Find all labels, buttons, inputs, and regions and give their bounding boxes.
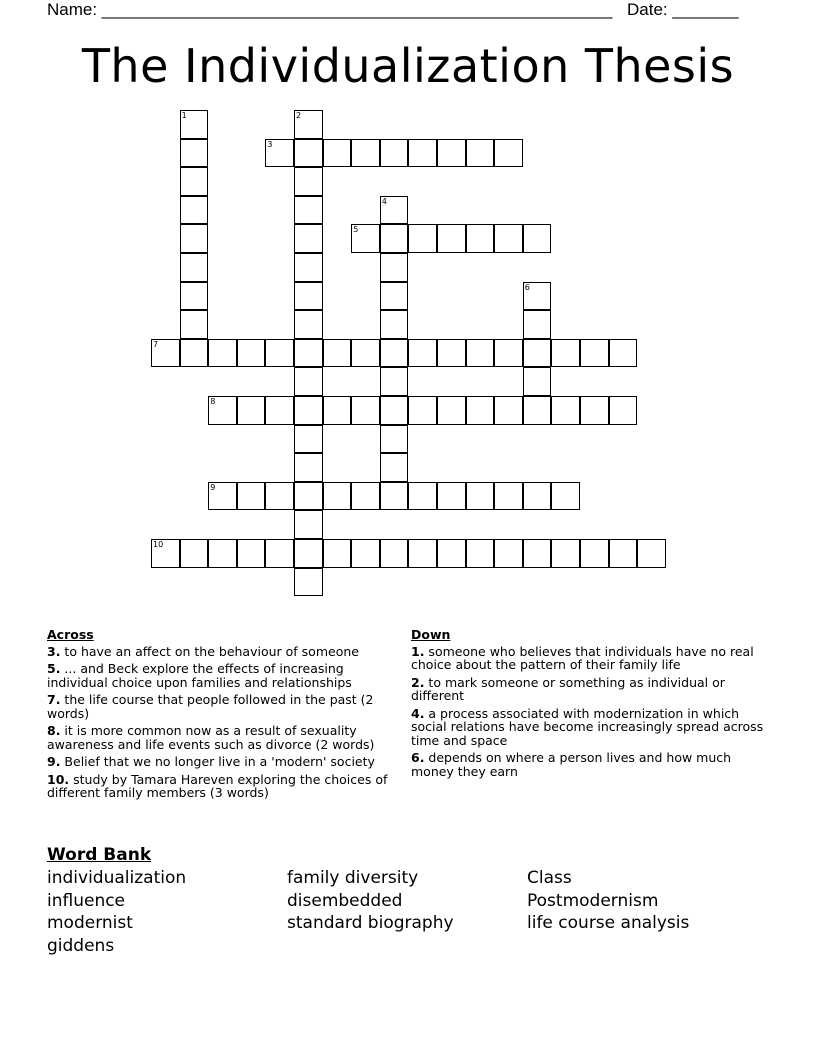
crossword-cell[interactable]: [237, 339, 266, 368]
name-field: Name: ______________________________________________________: [47, 0, 613, 19]
crossword-cell[interactable]: [408, 224, 437, 253]
crossword-cell[interactable]: [523, 396, 552, 425]
crossword-cell[interactable]: [265, 482, 294, 511]
clue-number: 6.: [411, 750, 425, 765]
crossword-cell[interactable]: [351, 224, 380, 253]
crossword-cell[interactable]: [294, 224, 323, 253]
crossword-cell[interactable]: [294, 367, 323, 396]
word-bank-item: influence: [47, 890, 126, 911]
crossword-cell[interactable]: [294, 139, 323, 168]
clue-text: study by Tamara Hareven exploring the choices of different family members (3 words): [47, 771, 388, 800]
crossword-cell[interactable]: [551, 539, 580, 568]
crossword-cell[interactable]: [180, 282, 209, 311]
crossword-cell[interactable]: [294, 396, 323, 425]
crossword-cell[interactable]: [294, 253, 323, 282]
crossword-cell[interactable]: [208, 539, 237, 568]
clue-number: 10.: [47, 771, 70, 787]
word-bank-item: standard biography: [287, 913, 454, 933]
word-bank-item: disembedded: [287, 890, 403, 911]
crossword-cell[interactable]: [523, 482, 552, 511]
crossword-cell[interactable]: [237, 396, 266, 425]
down-clue-list: [411, 645, 773, 779]
crossword-cell[interactable]: [294, 196, 323, 225]
clue-number: 8: [210, 397, 216, 406]
crossword-cell[interactable]: [294, 510, 323, 539]
crossword-cell[interactable]: [151, 339, 180, 368]
crossword-cell[interactable]: [208, 339, 237, 368]
across-clue: [47, 693, 392, 720]
crossword-cell[interactable]: [380, 539, 409, 568]
crossword-cell[interactable]: [551, 396, 580, 425]
crossword-cell[interactable]: [294, 282, 323, 311]
crossword-cell[interactable]: [380, 139, 409, 168]
across-clue: [47, 662, 392, 689]
crossword-cell[interactable]: [380, 253, 409, 282]
clue-number: 8.: [47, 723, 61, 738]
crossword-cell[interactable]: [437, 539, 466, 568]
crossword-cell[interactable]: [408, 539, 437, 568]
crossword-cell[interactable]: [466, 339, 495, 368]
crossword-cell[interactable]: [523, 339, 552, 368]
crossword-cell[interactable]: [380, 310, 409, 339]
clue-number: 1.: [411, 643, 425, 659]
crossword-cell[interactable]: [180, 539, 209, 568]
clue-text: someone who believes that individuals have no real choice about the pattern of their family life: [411, 643, 754, 672]
word-bank-column: [287, 867, 454, 935]
crossword-cell[interactable]: [351, 396, 380, 425]
crossword-cell[interactable]: [351, 339, 380, 368]
crossword-cell[interactable]: [180, 196, 209, 225]
page-title: The Individualization Thesis: [81, 39, 735, 93]
crossword-cell[interactable]: [151, 539, 180, 568]
crossword-cell[interactable]: [294, 167, 323, 196]
across-clue: [47, 755, 392, 769]
clue-number: 3.: [47, 643, 61, 659]
crossword-cell[interactable]: [180, 310, 209, 339]
word-bank-item: modernist: [47, 913, 133, 933]
crossword-cell[interactable]: [580, 396, 609, 425]
across-heading: Across: [47, 627, 94, 642]
crossword-cell[interactable]: [180, 139, 209, 168]
down-clue: [411, 751, 773, 778]
crossword-cell[interactable]: [437, 139, 466, 168]
crossword-cell[interactable]: [380, 396, 409, 425]
crossword-cell[interactable]: [494, 139, 523, 168]
crossword-cell[interactable]: [380, 224, 409, 253]
crossword-cell[interactable]: [380, 196, 409, 225]
word-bank-item: individualization: [47, 868, 187, 888]
crossword-cell[interactable]: [380, 282, 409, 311]
crossword-cell[interactable]: [609, 539, 638, 568]
down-heading: Down: [411, 627, 451, 642]
crossword-cell[interactable]: [494, 482, 523, 511]
crossword-cell[interactable]: [408, 139, 437, 168]
word-bank-item: family diversity: [287, 868, 419, 888]
crossword-cell[interactable]: [466, 139, 495, 168]
across-clues: [47, 628, 392, 804]
crossword-cell[interactable]: [523, 310, 552, 339]
clue-text: depends on where a person lives and how much money they earn: [411, 750, 732, 779]
crossword-cell[interactable]: [294, 339, 323, 368]
crossword-cell[interactable]: [408, 396, 437, 425]
crossword-cell[interactable]: [323, 339, 352, 368]
crossword-cell[interactable]: [208, 482, 237, 511]
crossword-cell[interactable]: [437, 396, 466, 425]
crossword-cell[interactable]: [380, 339, 409, 368]
crossword-cell[interactable]: [609, 396, 638, 425]
crossword-cell[interactable]: [237, 539, 266, 568]
crossword-cell[interactable]: [466, 396, 495, 425]
crossword-cell[interactable]: [609, 339, 638, 368]
crossword-cell[interactable]: [408, 482, 437, 511]
across-clue: [47, 724, 392, 751]
down-clue: [411, 645, 773, 672]
across-clue: [47, 645, 392, 659]
word-bank-item: Postmodernism: [527, 890, 659, 911]
crossword-cell[interactable]: [180, 339, 209, 368]
crossword-cell[interactable]: [180, 167, 209, 196]
clue-number: 10: [153, 540, 164, 549]
crossword-cell[interactable]: [580, 339, 609, 368]
word-bank-item: giddens: [47, 935, 115, 956]
crossword-cell[interactable]: [494, 539, 523, 568]
crossword-cell[interactable]: [323, 539, 352, 568]
clue-number: 3: [267, 139, 273, 149]
clue-number: 9.: [47, 754, 61, 769]
crossword-cell[interactable]: [380, 425, 409, 454]
crossword-cell[interactable]: [265, 539, 294, 568]
clue-number: 7: [153, 339, 159, 349]
clue-number: 5.: [47, 661, 61, 676]
date-field: Date: _______: [627, 0, 739, 19]
crossword-cell[interactable]: [294, 539, 323, 568]
crossword-cell[interactable]: [323, 482, 352, 511]
crossword-cell[interactable]: [265, 396, 294, 425]
clue-text: the life course that people followed in the past (2 words): [47, 692, 374, 721]
crossword-cell[interactable]: [265, 139, 294, 168]
clue-text: ... and Beck explore the effects of increasing individual choice upon families and relationships: [47, 661, 352, 690]
word-bank-column: [527, 867, 689, 935]
clue-number: 4: [381, 196, 387, 206]
crossword-cell[interactable]: [437, 224, 466, 253]
crossword-cell[interactable]: [466, 224, 495, 253]
crossword-cell[interactable]: [180, 224, 209, 253]
crossword-cell[interactable]: [494, 396, 523, 425]
word-bank-heading: Word Bank: [47, 845, 152, 865]
crossword-cell[interactable]: [180, 253, 209, 282]
down-clue: [411, 676, 773, 703]
crossword-cell[interactable]: [351, 139, 380, 168]
crossword-cell[interactable]: [265, 339, 294, 368]
crossword-cell[interactable]: [551, 339, 580, 368]
clue-number: 5: [353, 225, 359, 235]
clue-text: to have an affect on the behaviour of someone: [60, 643, 359, 659]
across-clue: [47, 773, 392, 800]
clue-text: to mark someone or something as individual or different: [411, 674, 725, 703]
crossword-cell[interactable]: [551, 482, 580, 511]
down-clue: [411, 707, 773, 748]
crossword-cell[interactable]: [523, 539, 552, 568]
crossword-cell[interactable]: [466, 539, 495, 568]
across-clue-list: [47, 645, 392, 800]
crossword-cell[interactable]: [323, 396, 352, 425]
clue-text: a process associated with modernization in which social relations have become increasingly spread across time and space: [411, 705, 764, 748]
crossword-cell[interactable]: [437, 482, 466, 511]
clue-text: Belief that we no longer live in a 'modern' society: [60, 754, 375, 769]
word-bank-item: life course analysis: [527, 913, 690, 933]
crossword-cell[interactable]: [380, 367, 409, 396]
crossword-cell[interactable]: [408, 339, 437, 368]
crossword-cell[interactable]: [580, 539, 609, 568]
crossword-cell[interactable]: [523, 282, 552, 311]
clue-text: it is more common now as a result of sexuality awareness and life events such as divorce (2 words): [47, 723, 375, 752]
crossword-cell[interactable]: [180, 110, 209, 139]
clue-number: 2.: [411, 674, 425, 690]
crossword-cell[interactable]: [294, 310, 323, 339]
clue-number: 9: [210, 482, 216, 492]
word-bank-column: [47, 867, 186, 957]
crossword-cell[interactable]: [237, 482, 266, 511]
down-clues: [411, 628, 773, 782]
clue-number: 4.: [411, 705, 425, 721]
clue-number: 1: [181, 111, 187, 120]
crossword-cell[interactable]: [494, 224, 523, 253]
clue-number: 2: [296, 111, 302, 120]
clue-number: 6: [524, 282, 530, 292]
crossword-cell[interactable]: [494, 339, 523, 368]
crossword-cell[interactable]: [380, 482, 409, 511]
crossword-cell[interactable]: [323, 139, 352, 168]
crossword-cell[interactable]: [437, 339, 466, 368]
word-bank-item: Class: [527, 868, 572, 888]
crossword-cell[interactable]: [351, 539, 380, 568]
crossword-cell[interactable]: [294, 568, 323, 597]
crossword-cell[interactable]: [380, 453, 409, 482]
crossword-cell[interactable]: [523, 224, 552, 253]
clue-number: 7.: [47, 692, 61, 707]
crossword-cell[interactable]: [294, 453, 323, 482]
crossword-cell[interactable]: [351, 482, 380, 511]
crossword-cell[interactable]: [637, 539, 666, 568]
crossword-cell[interactable]: [466, 482, 495, 511]
crossword-cell[interactable]: [294, 110, 323, 139]
crossword-cell[interactable]: [294, 425, 323, 454]
crossword-cell[interactable]: [294, 482, 323, 511]
crossword-cell[interactable]: [208, 396, 237, 425]
crossword-cell[interactable]: [523, 367, 552, 396]
